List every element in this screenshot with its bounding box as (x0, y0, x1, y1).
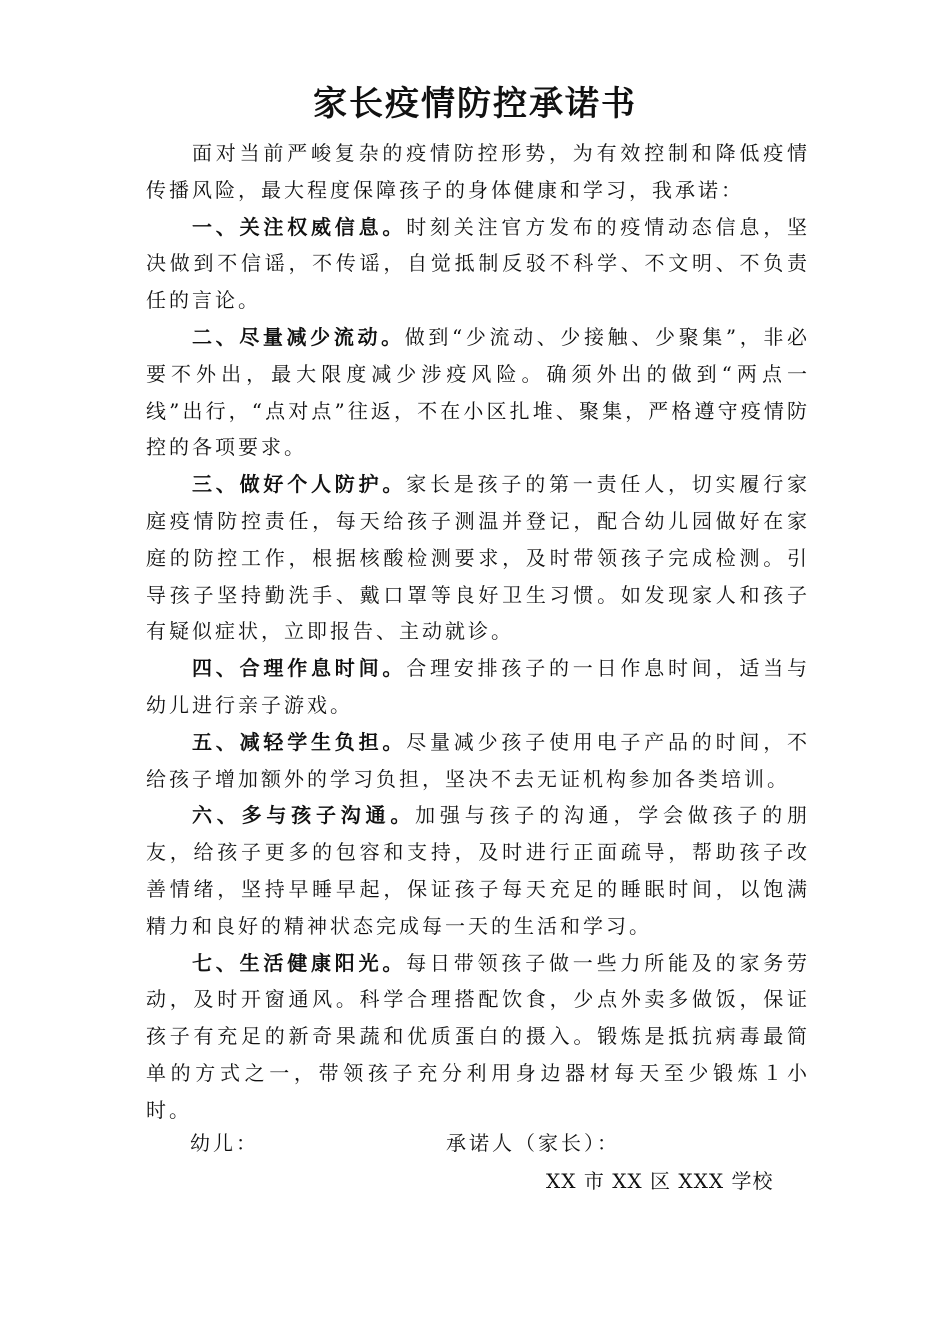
item-text: 做到“少流动、少接触、少聚集”，非必要不外出，最大限度减少涉疫风险。确须外出的做到“两点一线”出行，“点对点”往返，不在小区扎堆、聚集，严格遵守疫情防控的各项要求。 (146, 324, 811, 460)
document-title: 家长疫情防控承诺书 (313, 84, 637, 124)
item-heading: 六、多与孩子沟通。 (192, 803, 416, 828)
item-heading: 一、关注权威信息。 (192, 214, 407, 239)
item-heading: 四、合理作息时间。 (192, 656, 407, 681)
commitment-item-6 (146, 797, 810, 944)
school-name: XX 市 XX 区 XXX 学校 (546, 1169, 774, 1193)
document-body (146, 135, 810, 1129)
item-heading: 七、生活健康阳光。 (192, 950, 407, 975)
commitment-item-2 (146, 319, 810, 466)
item-text: 合理安排孩子的一日作息时间，适当与幼儿进行亲子游戏。 (146, 656, 811, 717)
commitment-item-1 (146, 209, 810, 319)
item-text: 时刻关注官方发布的疫情动态信息，坚决做到不信谣，不传谣，自觉抵制反驳不科学、不文明、不负责任的言论。 (146, 214, 811, 313)
commitment-item-7 (146, 945, 810, 1129)
commitment-item-5 (146, 724, 810, 798)
item-heading: 二、尽量减少流动。 (192, 324, 405, 349)
child-signature-label: 幼儿： (190, 1131, 259, 1155)
item-text: 尽量减少孩子使用电子产品的时间，不给孩子增加额外的学习负担，坚决不去无证机构参加各类培训。 (146, 729, 811, 791)
item-text: 每日带领孩子做一些力所能及的家务劳动，及时开窗通风。科学合理搭配饮食，少点外卖多做饭，保证孩子有充足的新奇果蔬和优质蛋白的摄入。锻炼是抵抗病毒最简单的方式之一，带领孩子充分利用身边器材每天至少锻炼１小时。 (146, 950, 811, 1122)
item-text: 家长是孩子的第一责任人，切实履行家庭疫情防控责任，每天给孩子测温并登记，配合幼儿园做好在家庭的防控工作，根据核酸检测要求，及时带领孩子完成检测。引导孩子坚持勤洗手、戴口罩等良好卫生习惯。如发现家人和孩子有疑似症状，立即报告、主动就诊。 (146, 472, 811, 644)
item-heading: 五、减轻学生负担。 (192, 729, 407, 754)
item-heading: 三、做好个人防护。 (192, 472, 407, 497)
commitment-item-4 (146, 650, 810, 724)
parent-signature-label: 承诺人（家长）： (446, 1131, 620, 1155)
item-text: 加强与孩子的沟通，学会做孩子的朋友，给孩子更多的包容和支持，及时进行正面疏导，帮助孩子改善情绪，坚持早睡早起，保证孩子每天充足的睡眠时间，以饱满精力和良好的精神状态完成每一天的生活和学习。 (146, 803, 810, 938)
commitment-item-3 (146, 466, 810, 650)
intro-paragraph: 面对当前严峻复杂的疫情防控形势，为有效控制和降低疫情传播风险，最大程度保障孩子的身体健康和学习，我承诺： (146, 141, 810, 202)
